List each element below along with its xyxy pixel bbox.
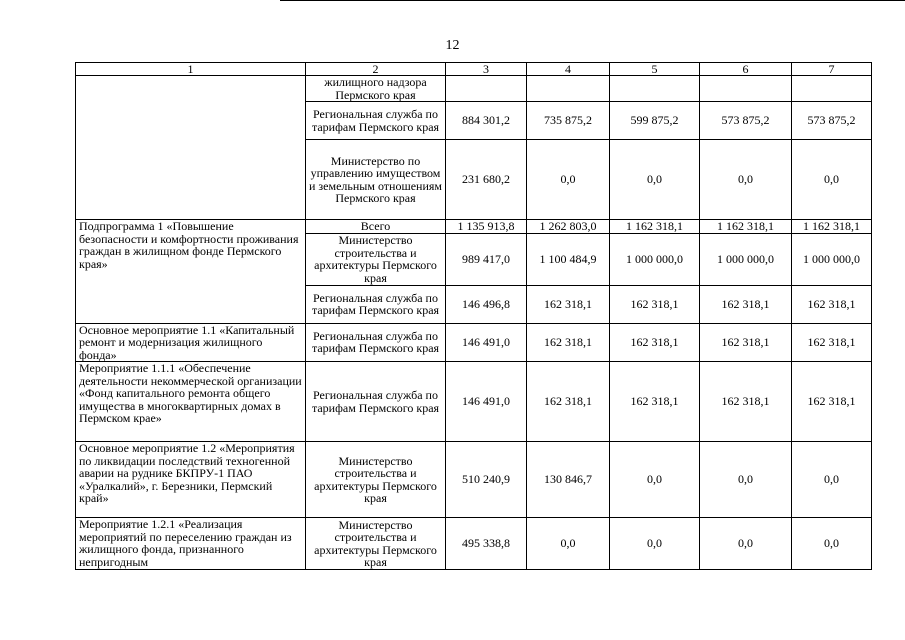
executor-cell: Министерство строительства и архитектуры Пермского края	[306, 442, 446, 518]
value-cell: 573 875,2	[700, 102, 792, 140]
program-name-cell: Мероприятие 1.1.1 «Обеспечение деятельности некоммерческой организации «Фонд капитального ремонта общего имущества в многоквартирных домах в Пермском крае»	[76, 362, 306, 442]
value-cell: 0,0	[700, 442, 792, 518]
value-cell: 162 318,1	[527, 323, 610, 362]
value-cell	[792, 76, 872, 102]
table-row	[76, 220, 872, 234]
table-row	[76, 323, 872, 362]
column-header: 7	[792, 63, 872, 76]
value-cell: 162 318,1	[700, 362, 792, 442]
column-header: 6	[700, 63, 792, 76]
value-cell: 1 262 803,0	[527, 220, 610, 234]
value-cell: 1 000 000,0	[792, 233, 872, 285]
program-name-cell	[76, 76, 306, 220]
value-cell: 510 240,9	[446, 442, 527, 518]
value-cell: 162 318,1	[700, 323, 792, 362]
value-cell: 146 491,0	[446, 323, 527, 362]
executor-cell: Региональная служба по тарифам Пермского края	[306, 362, 446, 442]
value-cell	[446, 76, 527, 102]
value-cell: 599 875,2	[610, 102, 700, 140]
executor-cell: Министерство по управлению имуществом и земельным отношениям Пермского края	[306, 140, 446, 220]
executor-cell: Региональная служба по тарифам Пермского края	[306, 102, 446, 140]
value-cell: 1 162 318,1	[700, 220, 792, 234]
column-header: 3	[446, 63, 527, 76]
executor-cell: жилищного надзора Пермского края	[306, 76, 446, 102]
value-cell: 1 162 318,1	[792, 220, 872, 234]
executor-cell: Министерство строительства и архитектуры Пермского края	[306, 518, 446, 570]
program-name-cell: Основное мероприятие 1.2 «Мероприятия по ликвидации последствий техногенной аварии на руднике БКПРУ-1 ПАО «Уралкалий», г. Березники, Пермский край»	[76, 442, 306, 518]
page-number: 12	[445, 38, 460, 53]
value-cell: 989 417,0	[446, 233, 527, 285]
value-cell: 495 338,8	[446, 518, 527, 570]
program-name-cell: Мероприятие 1.2.1 «Реализация мероприятий по переселению граждан из жилищного фонда, признанного непригодным	[76, 518, 306, 570]
value-cell: 162 318,1	[792, 285, 872, 323]
value-cell: 0,0	[792, 518, 872, 570]
value-cell: 162 318,1	[610, 285, 700, 323]
value-cell: 0,0	[792, 140, 872, 220]
executor-cell: Всего	[306, 220, 446, 234]
executor-cell: Министерство строительства и архитектуры Пермского края	[306, 233, 446, 285]
value-cell: 0,0	[700, 140, 792, 220]
value-cell: 1 100 484,9	[527, 233, 610, 285]
column-header: 5	[610, 63, 700, 76]
value-cell: 735 875,2	[527, 102, 610, 140]
program-name-cell: Подпрограмма 1 «Повышение безопасности и комфортности проживания граждан в жилищном фонде Пермского края»	[76, 220, 306, 324]
budget-table	[75, 62, 872, 570]
top-rule	[280, 0, 905, 1]
value-cell	[700, 76, 792, 102]
value-cell: 0,0	[527, 518, 610, 570]
value-cell: 146 491,0	[446, 362, 527, 442]
executor-cell: Региональная служба по тарифам Пермского края	[306, 285, 446, 323]
table-row	[76, 362, 872, 442]
value-cell: 0,0	[700, 518, 792, 570]
value-cell	[527, 76, 610, 102]
value-cell: 1 000 000,0	[700, 233, 792, 285]
value-cell: 146 496,8	[446, 285, 527, 323]
table-row	[76, 442, 872, 518]
column-header: 1	[76, 63, 306, 76]
table-row	[76, 76, 872, 102]
table-row	[76, 518, 872, 570]
value-cell: 0,0	[610, 442, 700, 518]
value-cell: 0,0	[610, 518, 700, 570]
value-cell: 1 162 318,1	[610, 220, 700, 234]
value-cell: 162 318,1	[792, 323, 872, 362]
value-cell: 0,0	[527, 140, 610, 220]
value-cell: 0,0	[792, 442, 872, 518]
value-cell: 0,0	[610, 140, 700, 220]
value-cell	[610, 76, 700, 102]
column-header: 4	[527, 63, 610, 76]
value-cell: 1 000 000,0	[610, 233, 700, 285]
value-cell: 162 318,1	[610, 323, 700, 362]
program-name-cell: Основное мероприятие 1.1 «Капитальный ремонт и модернизация жилищного фонда»	[76, 323, 306, 362]
value-cell: 162 318,1	[527, 285, 610, 323]
header-row	[76, 63, 872, 76]
value-cell: 130 846,7	[527, 442, 610, 518]
value-cell: 162 318,1	[792, 362, 872, 442]
executor-cell: Региональная служба по тарифам Пермского края	[306, 323, 446, 362]
value-cell: 573 875,2	[792, 102, 872, 140]
value-cell: 1 135 913,8	[446, 220, 527, 234]
value-cell: 884 301,2	[446, 102, 527, 140]
column-header: 2	[306, 63, 446, 76]
value-cell: 162 318,1	[700, 285, 792, 323]
value-cell: 162 318,1	[527, 362, 610, 442]
value-cell: 231 680,2	[446, 140, 527, 220]
value-cell: 162 318,1	[610, 362, 700, 442]
